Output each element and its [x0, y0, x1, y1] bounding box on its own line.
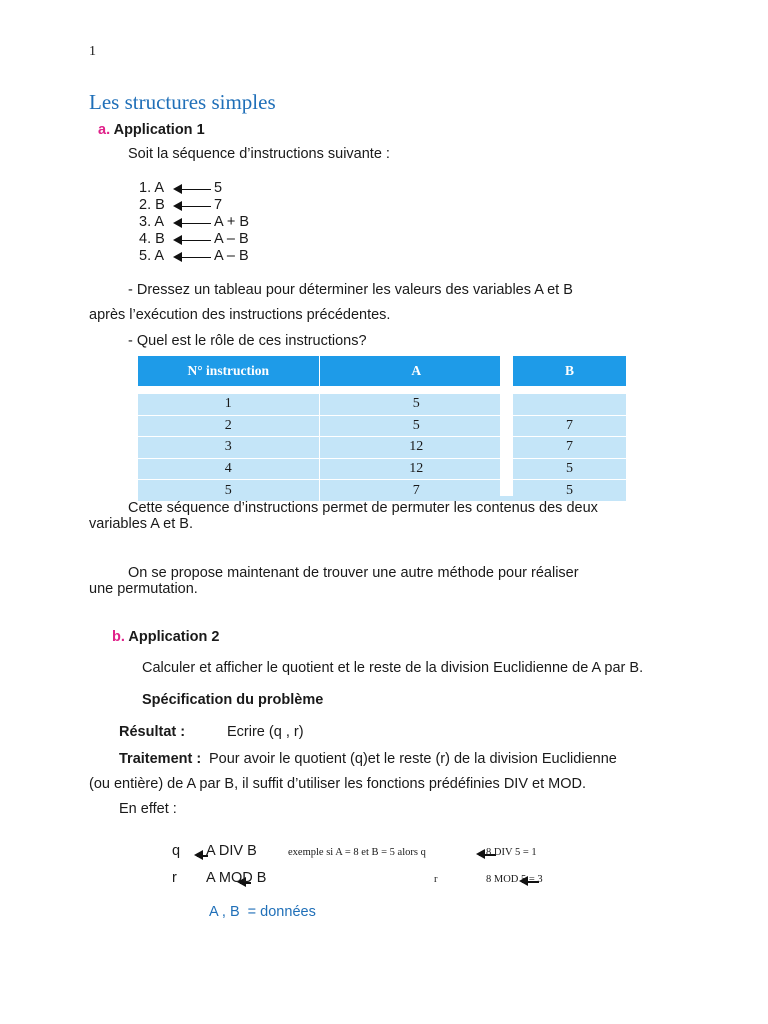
conclusion-line-2: variables A et B.: [89, 516, 193, 532]
conclusion-line-1: Cette séquence d’instructions permet de permuter les contenus des deux: [128, 500, 598, 516]
question-1-line-1: - Dressez un tableau pour déterminer les valeurs des variables A et B: [128, 282, 573, 298]
arrow-left-icon: [173, 184, 211, 195]
en-effet: En effet :: [119, 801, 177, 817]
cell-instruction: 2: [138, 415, 319, 437]
table-row: [138, 415, 513, 437]
table-row: [513, 415, 626, 437]
arrow-left-icon: [173, 235, 211, 246]
cell-a: 5: [319, 415, 513, 437]
proposal-line-1: On se propose maintenant de trouver une autre méthode pour réaliser: [128, 565, 579, 581]
table-row: [138, 479, 513, 501]
instruction-number: 3. A: [139, 214, 164, 230]
arrow-left-icon: [173, 218, 211, 229]
question-2: - Quel est le rôle de ces instructions?: [128, 333, 367, 349]
table-row: [138, 386, 513, 415]
section-b-intro: Calculer et afficher le quotient et le reste de la division Euclidienne de A par B.: [142, 660, 644, 676]
cell-instruction: 1: [138, 386, 319, 415]
section-b-title: Application 2: [128, 629, 220, 645]
cell-a: 12: [319, 436, 513, 458]
r-variable: r: [172, 870, 177, 886]
arrow-left-icon: [173, 252, 211, 263]
table-row: [513, 436, 626, 458]
cell-a: 12: [319, 458, 513, 480]
column-header-a: A: [319, 356, 513, 386]
cell-a: 7: [319, 479, 513, 501]
cell-instruction: 4: [138, 458, 319, 480]
table-row: [513, 386, 626, 415]
values-table-left: [138, 356, 513, 501]
column-header-instruction: N° instruction: [138, 356, 319, 386]
section-a-intro: Soit la séquence d’instructions suivante :: [128, 146, 390, 162]
cell-b: [513, 386, 626, 415]
r-result: 8 MOD 5 = 3: [486, 874, 543, 885]
question-1-line-2: après l’exécution des instructions précédentes.: [89, 307, 391, 323]
table-gap: [500, 356, 513, 496]
cell-instruction: 3: [138, 436, 319, 458]
table-row: [138, 436, 513, 458]
instruction-expression: A + B: [214, 214, 250, 230]
table-row: [138, 458, 513, 480]
q-example: exemple si A = 8 et B = 5 alors q: [288, 847, 426, 858]
section-b-marker: b.: [112, 629, 125, 645]
instruction-expression: A – B: [214, 231, 249, 247]
section-a-marker: a.: [98, 122, 111, 138]
table-row: [513, 458, 626, 480]
r-expression: A MOD B: [206, 870, 267, 886]
resultat-value: Ecrire (q , r): [227, 724, 304, 740]
cell-b: 7: [513, 415, 626, 437]
section-b-heading: [112, 629, 219, 645]
page-number: 1: [89, 44, 96, 59]
page-title: Les structures simples: [89, 90, 276, 114]
column-header-b: B: [513, 356, 626, 386]
instruction-number: 5. A: [139, 248, 164, 264]
instruction-expression: 7: [214, 197, 223, 213]
instruction-number: 4. B: [139, 231, 165, 247]
instruction-number: 1. A: [139, 180, 164, 196]
values-table-right: [513, 356, 626, 501]
r-example: r: [434, 874, 438, 885]
instruction-expression: A – B: [214, 248, 249, 264]
cell-b: 7: [513, 436, 626, 458]
section-a-heading: [98, 122, 205, 138]
traitement-line-2: (ou entière) de A par B, il suffit d’utiliser les fonctions prédéfinies DIV et MOD.: [89, 776, 586, 792]
section-a-title: Application 1: [113, 122, 205, 138]
resultat-label: Résultat :: [119, 724, 186, 740]
q-result: 8 DIV 5 = 1: [486, 847, 537, 858]
instruction-expression: 5: [214, 180, 223, 196]
cell-instruction: 5: [138, 479, 319, 501]
cell-b: 5: [513, 458, 626, 480]
arrow-left-icon: [173, 201, 211, 212]
q-variable: q: [172, 843, 181, 859]
instruction-number: 2. B: [139, 197, 165, 213]
q-expression: A DIV B: [206, 843, 257, 859]
cell-b: 5: [513, 479, 626, 501]
cell-a: 5: [319, 386, 513, 415]
donnees-note: A , B = données: [209, 904, 316, 920]
table-row: [513, 479, 626, 501]
traitement-label: Traitement :: [119, 751, 202, 767]
traitement-line-1: Pour avoir le quotient (q)et le reste (r) de la division Euclidienne: [209, 751, 617, 767]
proposal-line-2: une permutation.: [89, 581, 198, 597]
spec-heading: Spécification du problème: [142, 692, 324, 708]
